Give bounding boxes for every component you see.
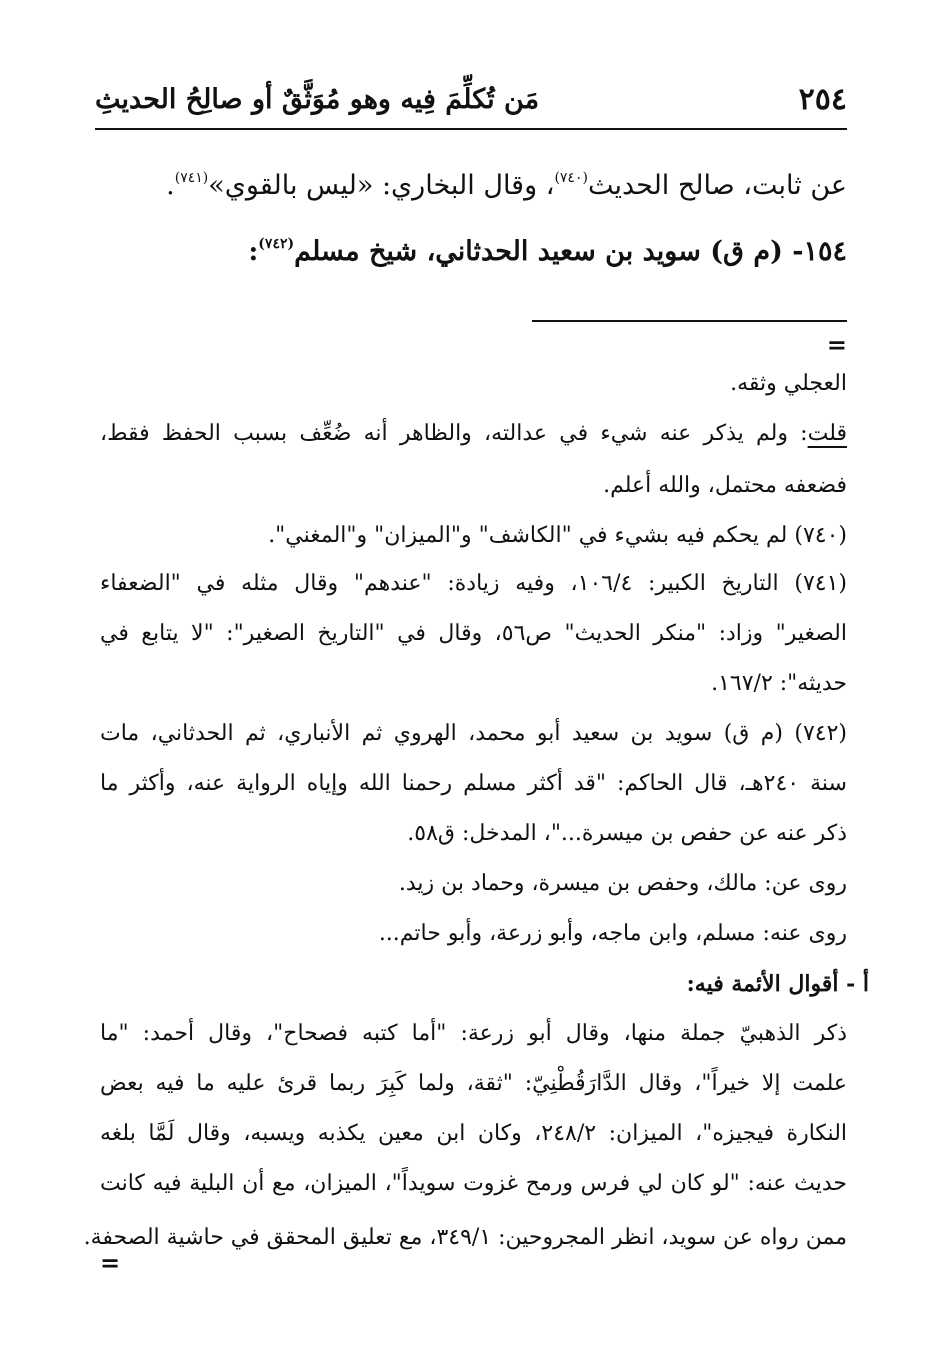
footnote-line: روى عن: مالك، وحفص بن ميسرة، وحماد بن زيد. [398,871,847,896]
footnote-line: سنة ٢٤٠هـ، قال الحاكم: "قد أكثر مسلم رحمنا الله وإياه الرواية عنه، وأكثر ما [100,771,847,796]
end-continuation-mark: = [100,1248,121,1277]
footnote-line: حديث عنه: "لو كان لي فرس ورمح غزوت سويداً"، الميزان، مع أن البلية فيه كانت [100,1171,847,1196]
running-title: مَن تُكلِّمَ فِيه وهو مُوَثَّقٌ أو صالِحُ الحديثِ [95,84,540,115]
footnote-line: ذكر عنه عن حفص بن ميسرة..."، المدخل: ق٥٨. [407,821,847,846]
footnote-line: حديثه": ١٦٧/٢. [711,671,847,696]
footnote-740: (٧٤٠) لم يحكم فيه بشيء في "الكاشف" و"الميزان" و"المغني". [268,523,847,548]
main-text-line: عن ثابت، صالح الحديث$^{(٧٤٠)}$، وقال البخاري: «ليس بالقوي»$^{(٧٤١)}$. [166,170,847,201]
footnote-line: الصغير" وزاد: "منكر الحديث" ص٥٦، وقال في "التاريخ الصغير": "لا يتابع في [100,621,847,646]
continuation-mark: = [826,330,847,359]
footnote-line: علمت إلا خيراً"، وقال الدَّارَقُطْنِيّ: "ثقة، ولما كَبِرَ ربما قرئ عليه ما فيه بعض [100,1071,847,1096]
footnote-line: روى عنه: مسلم، وابن ماجه، وأبو زرعة، وأبو حاتم... [378,921,847,946]
footnote-separator [532,320,847,322]
footnote-line: فضعفه محتمل، والله أعلم. [603,473,847,498]
page-header [95,80,847,130]
page-number: ٢٥٤ [798,82,847,117]
footnote-line: ذكر الذهبيّ جملة منها، وقال أبو زرعة: "أما كتبه فصحاح"، وقال أحمد: "ما [100,1021,847,1046]
footnote-line: ممن رواه عن سويد، انظر المجروحين: ٣٤٩/١، مع تعليق المحقق في حاشية الصحفة. [83,1225,847,1250]
footnote-line: العجلي وثقه. [730,371,847,396]
entry-heading: ١٥٤- (م ق) سويد بن سعيد الحدثاني، شيخ مسلم$^{(٧٤٢)}$: [248,236,847,267]
footnote-ref-742[interactable]: (٧٤٢) [258,236,295,252]
footnote-subheading: أ - أقوال الأئمة فيه: [686,971,869,997]
footnote-741: (٧٤١) التاريخ الكبير: ١٠٦/٤، وفيه زيادة: "عندهم" وقال مثله في "الضعفاء [100,571,847,596]
footnote-742: (٧٤٢) (م ق) سويد بن سعيد أبو محمد، الهروي ثم الأنباري، ثم الحدثاني، مات [100,721,848,746]
footnote-ref-740[interactable]: (٧٤٠) [554,170,588,186]
footnote-line: النكارة فيجيزه"، الميزان: ٢٤٨/٢، وكان ابن معين يكذبه ويسبه، وقال لَمَّا بلغه [100,1121,848,1146]
footnote-line: قلت: ولم يذكر عنه شيء في عدالته، والظاهر أنه ضُعِّف بسبب الحفظ فقط، [100,421,847,446]
footnote-ref-741[interactable]: (٧٤١) [174,170,209,186]
qult-word: قلت [807,421,847,446]
